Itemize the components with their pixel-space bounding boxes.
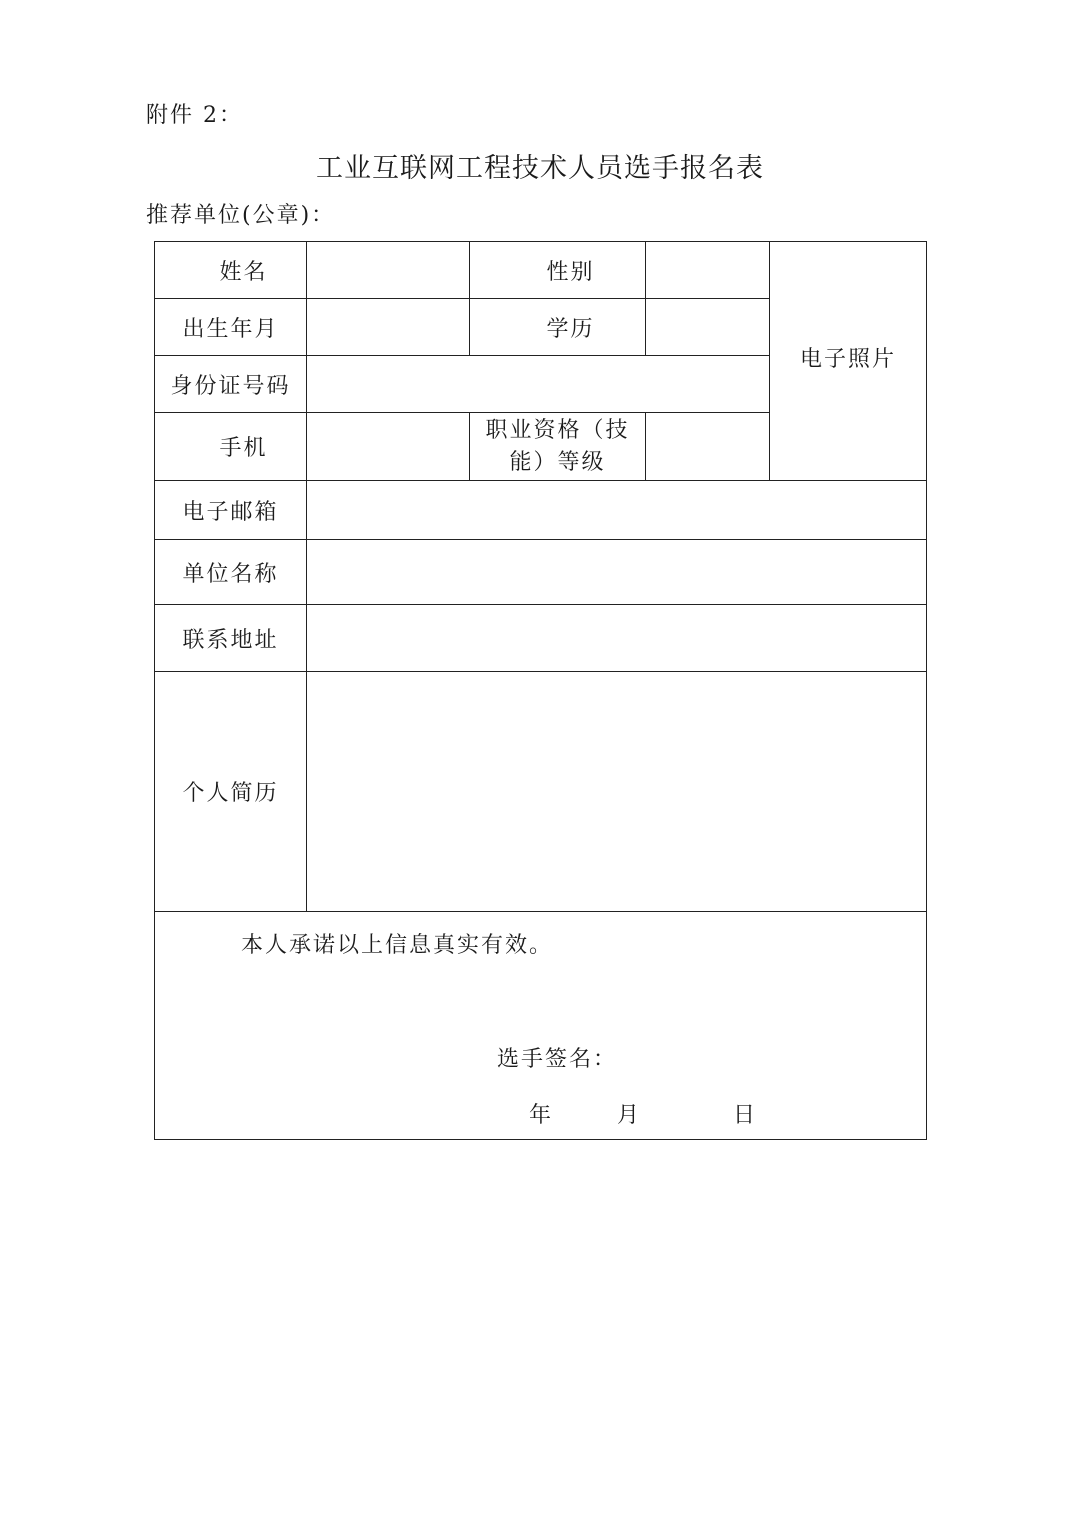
resume-field[interactable]	[307, 672, 927, 912]
promise-cell	[155, 912, 927, 1140]
row-promise	[155, 912, 927, 1140]
date-month-label[interactable]: 月	[617, 1103, 642, 1128]
date-day-label[interactable]: 日	[733, 1103, 758, 1128]
recommender-label: 推荐单位(公章)：	[146, 203, 336, 228]
education-label: 学历	[470, 299, 646, 356]
promise-text: 本人承诺以上信息真实有效。	[241, 933, 554, 958]
address-field[interactable]	[307, 605, 927, 672]
row-address	[155, 605, 927, 672]
qualification-label-line1: 职业资格（技	[485, 417, 630, 443]
photo-label: 电子照片	[799, 346, 896, 372]
phone-field[interactable]	[307, 413, 470, 481]
registration-form-table	[154, 241, 927, 1140]
birth-label: 出生年月	[155, 299, 307, 356]
company-field[interactable]	[307, 540, 927, 605]
resume-label: 个人简历	[155, 672, 307, 912]
company-label: 单位名称	[155, 540, 307, 605]
gender-field[interactable]	[646, 242, 770, 299]
row-resume	[155, 672, 927, 912]
row-company	[155, 540, 927, 605]
row-email	[155, 481, 927, 540]
signature-label[interactable]: 选手签名：	[497, 1047, 618, 1072]
qualification-label	[470, 413, 646, 481]
form-title: 工业互联网工程技术人员选手报名表	[316, 153, 764, 184]
email-label: 电子邮箱	[155, 481, 307, 540]
email-field[interactable]	[307, 481, 927, 540]
id-label: 身份证号码	[155, 356, 307, 413]
date-year-label[interactable]: 年	[529, 1103, 554, 1128]
photo-cell[interactable]	[770, 242, 927, 481]
row-name-gender	[155, 242, 927, 299]
birth-field[interactable]	[307, 299, 470, 356]
qualification-field[interactable]	[646, 413, 770, 481]
name-field[interactable]	[307, 242, 470, 299]
education-field[interactable]	[646, 299, 770, 356]
qualification-label-line2: 能）等级	[509, 449, 606, 475]
phone-label: 手机	[155, 413, 307, 481]
gender-label: 性别	[470, 242, 646, 299]
name-label: 姓名	[155, 242, 307, 299]
attachment-label: 附件 2：	[146, 103, 243, 128]
address-label: 联系地址	[155, 605, 307, 672]
id-field[interactable]	[307, 356, 770, 413]
